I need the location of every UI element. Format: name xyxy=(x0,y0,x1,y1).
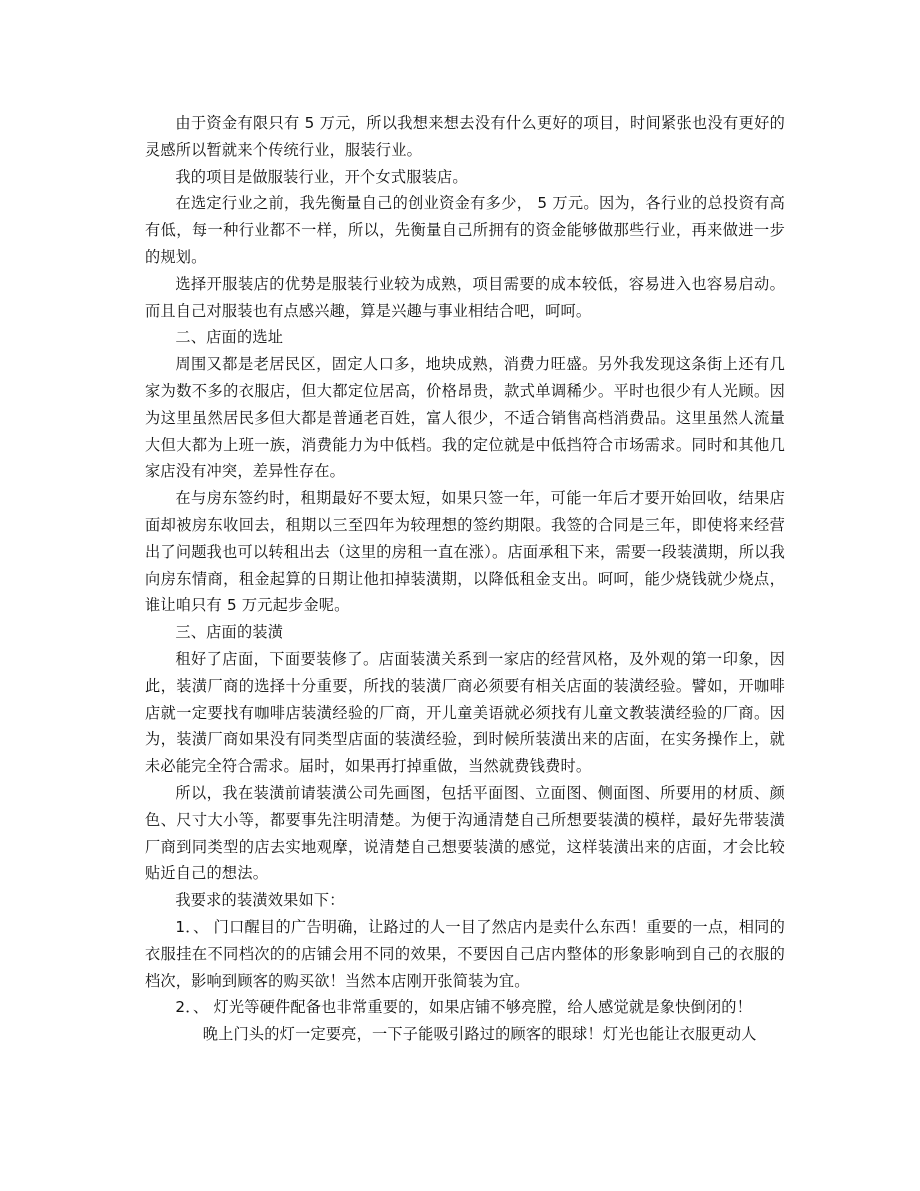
document-body xyxy=(145,110,785,1048)
list-item-2: 2．、 灯光等硬件配备也非常重要的，如果店铺不够亮膛，给人感觉就是象快倒闭的！ xyxy=(175,998,753,1017)
paragraph-requirements-intro: 我要求的装潢效果如下： xyxy=(175,891,345,910)
section-heading-location: 二、店面的选址 xyxy=(175,328,284,347)
paragraph-decoration-plan: 所以，我在装潢前请装潢公司先画图，包括平面图、立面图、侧面图、所要用的材质、颜色、尺寸大小等，都要事先注明清楚。为便于沟通清楚自己所想要装潢的模样，最好先带装潢厂商到同类型的店去实地观摩，说清楚自己想要装潢的感觉，这样装潢出来的店面，才会比较贴近自己的想法。 xyxy=(145,783,785,883)
paragraph-location: 周围又都是老居民区，固定人口多，地块成熟，消费力旺盛。另外我发现这条街上还有几家为数不多的衣服店，但大都定位居高，价格昂贵，款式单调稀少。平时也很少有人光顾。因为这里虽然居民多但大都是普通老百姓，富人很少，不适合销售高档消费品。这里虽然人流量大但大都为上班一族，消费能力为中低档。我的定位就是中低挡符合市场需求。同时和其他几家店没有冲突，差异性存在。 xyxy=(145,355,785,481)
paragraph-advantages: 选择开服装店的优势是服装行业较为成熟，项目需要的成本较低，容易进入也容易启动。而且自己对服装也有点感兴趣，算是兴趣与事业相结合吧，呵呵。 xyxy=(145,274,785,320)
paragraph-lease: 在与房东签约时，租期最好不要太短，如果只签一年，可能一年后才要开始回收，结果店面却被房东收回去，租期以三至四年为较理想的签约期限。我签的合同是三年，即使将来经营出了问题我也可以转租出去（这里的房租一直在涨）。店面承租下来，需要一段装潢期，所以我向房东情商，租金起算的日期让他扣掉装潢期，以降低租金支出。呵呵，能少烧钱就少烧点，谁让咱只有 5 万元起步金呢。 xyxy=(145,489,785,615)
paragraph-decoration-vendor: 租好了店面，下面要装修了。店面装潢关系到一家店的经营风格，及外观的第一印象，因此，装潢厂商的选择十分重要，所找的装潢厂商必须要有相关店面的装潢经验。譬如，开咖啡店就一定要找有咖啡店装潢经验的厂商，开儿童美语就必须找有儿童文教装潢经验的厂商。因为，装潢厂商如果没有同类型店面的装潢经验，到时候所装潢出来的店面，在实务操作上，就未必能完全符合需求。届时，如果再打掉重做，当然就费钱费时。 xyxy=(145,649,785,776)
paragraph-lighting: 晚上门头的灯一定要亮，一下子能吸引路过的顾客的眼球！灯光也能让衣服更动人 xyxy=(202,1025,757,1044)
list-item-1: 1．、 门口醒目的广告明确，让路过的人一目了然店内是卖什么东西！重要的一点，相同的衣服挂在不同档次的的店铺会用不同的效果，不要因自己店内整体的形象影响到自己的衣服的档次，影响到顾客的购买欲！当然本店刚开张简装为宜。 xyxy=(145,917,785,990)
paragraph-funding: 由于资金有限只有 5 万元，所以我想来想去没有什么更好的项目，时间紧张也没有更好的灵感所以暂就来个传统行业，服装行业。 xyxy=(145,114,785,159)
section-heading-decoration: 三、店面的装潢 xyxy=(175,623,284,642)
paragraph-industry-choice: 在选定行业之前，我先衡量自己的创业资金有多少， 5 万元。因为，各行业的总投资有高有低，每一种行业都不一样，所以，先衡量自己所拥有的资金能够做那些行业，再来做进一步的规划。 xyxy=(145,194,785,266)
paragraph-project: 我的项目是做服装行业，开个女式服装店。 xyxy=(175,167,468,186)
